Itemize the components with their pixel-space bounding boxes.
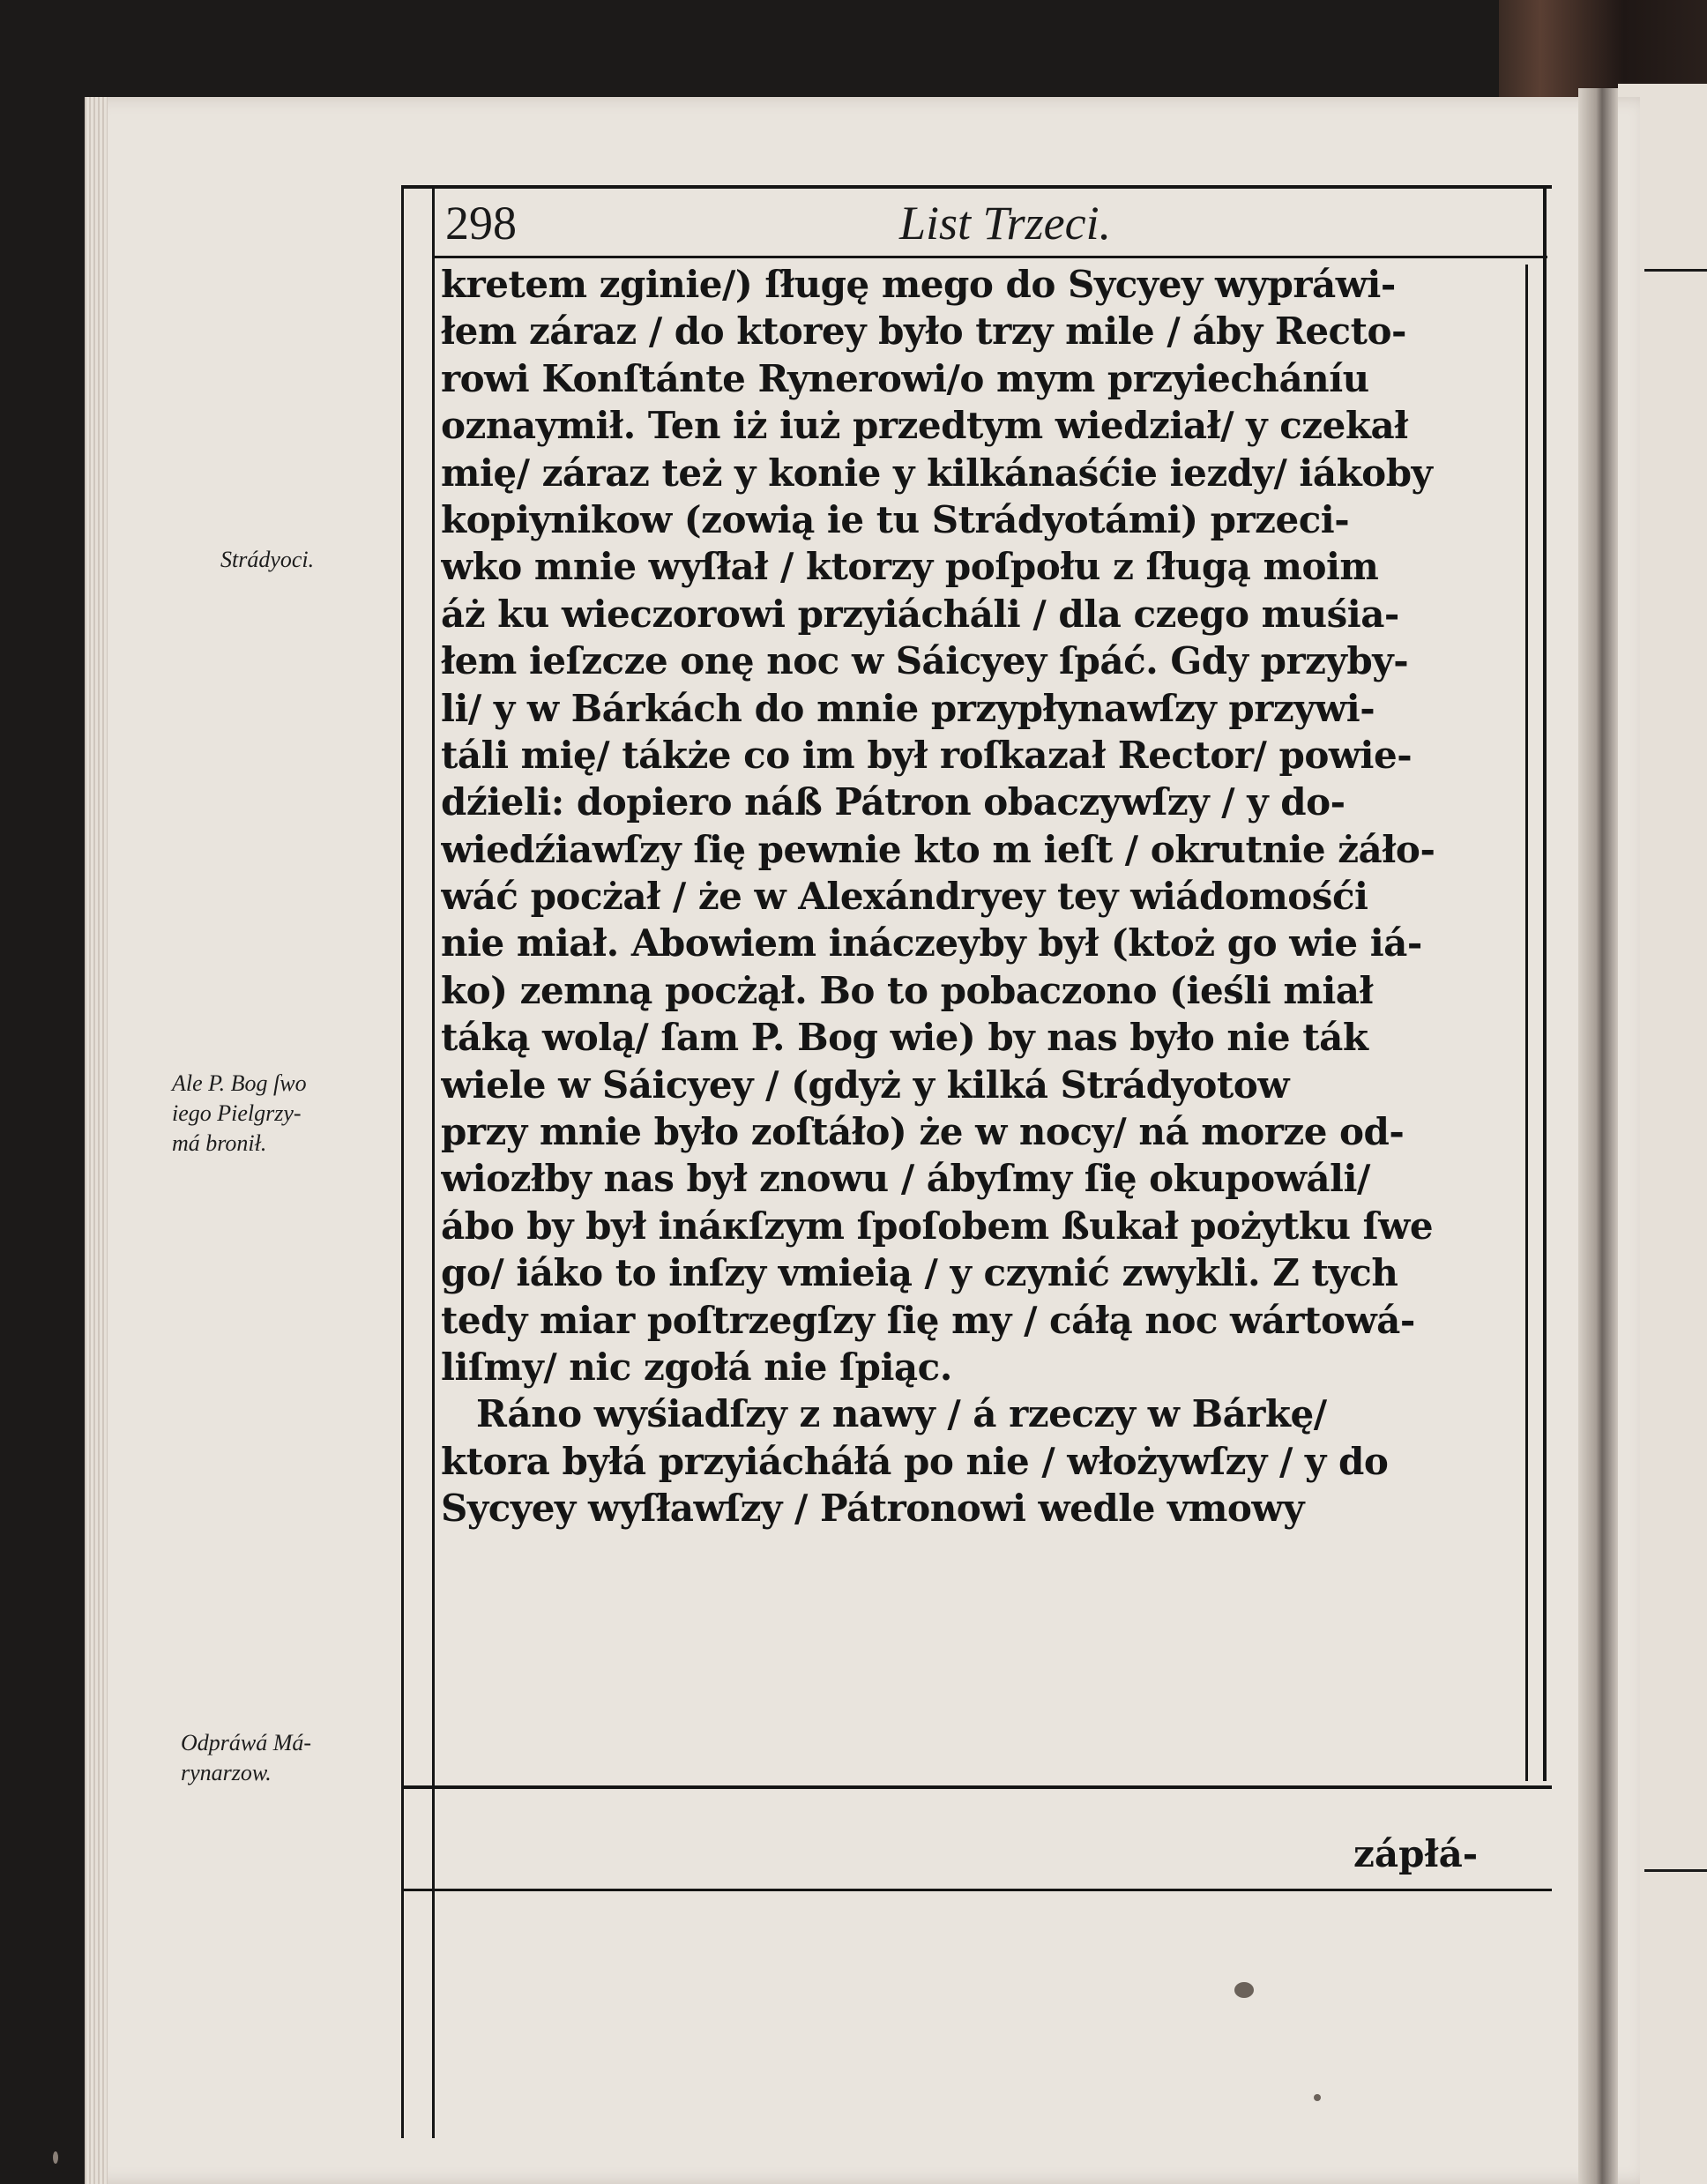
margin-note-line: Odpráwá Má- — [181, 1730, 312, 1755]
frame-right-rule — [1543, 185, 1547, 1781]
margin-note-god-defended — [172, 1069, 307, 1159]
frame-bottom-rule — [401, 1785, 1552, 1789]
page-number: 298 — [445, 197, 517, 250]
text-line: wiedźiawſzy ſię pewnie kto m ieſt / okrutnie żáło- — [441, 827, 1435, 871]
ink-blot — [1234, 1982, 1254, 1998]
text-line: łem záraz / do ktorey było trzy mile / áby Recto- — [441, 309, 1406, 354]
body-text — [441, 261, 1530, 1532]
text-line: wiozłby nas był znowu / ábyſmy ſię okupowáli/ — [441, 1157, 1370, 1201]
paper-speck — [53, 2151, 58, 2164]
margin-note-sailors — [181, 1728, 311, 1788]
text-line: Sycyey wyſławſzy / Pátronowi wedle vmowy — [441, 1487, 1304, 1531]
margin-note-stradyoci: Strádyoci. — [220, 547, 315, 572]
margin-note-line: Ale P. Bog ſwo — [172, 1070, 307, 1096]
header-underline — [432, 256, 1547, 258]
text-line: ko) zemną pocżął. Bo to pobaczono (ieśli miał — [441, 968, 1374, 1012]
text-line: kopiynikow (zowią ie tu Strádyotámi) przeci- — [441, 497, 1350, 541]
text-line: łem ieſzcze onę noc w Sáicyey ſpáć. Gdy przyby- — [441, 639, 1409, 683]
text-line: li/ y w Bárkách do mnie przypłynawſzy przywi- — [441, 686, 1375, 730]
paper-speck — [1314, 2094, 1321, 2101]
text-line: wáć pocżał / że w Alexándryey tey wiádomośći — [441, 875, 1368, 919]
frame-inner-rule — [432, 185, 435, 2138]
catchword: zápłá- — [1353, 1832, 1479, 1875]
text-line: mię/ záraz też y konie y kilkánaśćie iezdy/ iákoby — [441, 451, 1433, 495]
text-line: rowi Konſtánte Rynerowi/o mym przyiecháníu — [441, 356, 1369, 400]
running-head: List Trzeci. — [899, 197, 1112, 250]
text-line: przy mnie było zoſtáło) że w nocy/ ná morze od- — [441, 1110, 1405, 1154]
text-line: nie miał. Abowiem ináczeyby był (ktoż go wie iá- — [441, 921, 1422, 965]
text-line: ktora byłá przyiácháłá po nie / włożywſzy / y do — [441, 1439, 1389, 1483]
text-line: táką wolą/ ſam P. Bog wie) by nas było nie ták — [441, 1016, 1368, 1060]
text-line: áż ku wieczorowi przyiácháli / dla czego muśia- — [441, 592, 1399, 636]
text-line: táli mię/ tákże co im był roſkazał Rector/ powie- — [441, 733, 1413, 777]
text-line: tedy miar poſtrzegſzy ſię my / cáłą noc wártowá- — [441, 1298, 1415, 1342]
margin-note-line: rynarzow. — [181, 1760, 272, 1785]
page-stack-edge — [85, 97, 108, 2184]
text-line: wiele w Sáicyey / (gdyż y kilká Strádyotow — [441, 1062, 1289, 1107]
catchword-rule — [401, 1889, 1552, 1891]
margin-note-line: iego Pielgrzy- — [172, 1100, 302, 1126]
text-line: oznaymił. Ten iż iuż przedtym wiedział/ y czekał — [441, 404, 1408, 448]
text-line: wko mnie wyſłał / ktorzy poſpołu z ſługą moim — [441, 545, 1379, 589]
text-line: Ráno wyśiadſzy z nawy / á rzeczy w Bárkę/ — [476, 1392, 1327, 1436]
header-rule — [401, 185, 1552, 189]
text-line: go/ iáko to inſzy vmieią / y czynić zwykli. Z tych — [441, 1251, 1398, 1295]
book-gutter — [1578, 88, 1618, 2184]
text-line: kretem zginie/) ſługę mego do Sycyey wypráwi- — [441, 263, 1396, 306]
text-line: dźieli: dopiero náß Pátron obaczywſzy / y do- — [441, 780, 1345, 824]
margin-note-line: má bronił. — [172, 1130, 267, 1156]
text-line: ábo by był ináкſzym ſpoſobem ßukał pożytku ſwe — [441, 1204, 1434, 1248]
text-line: liſmy/ nic zgołá nie ſpiąc. — [441, 1345, 952, 1389]
